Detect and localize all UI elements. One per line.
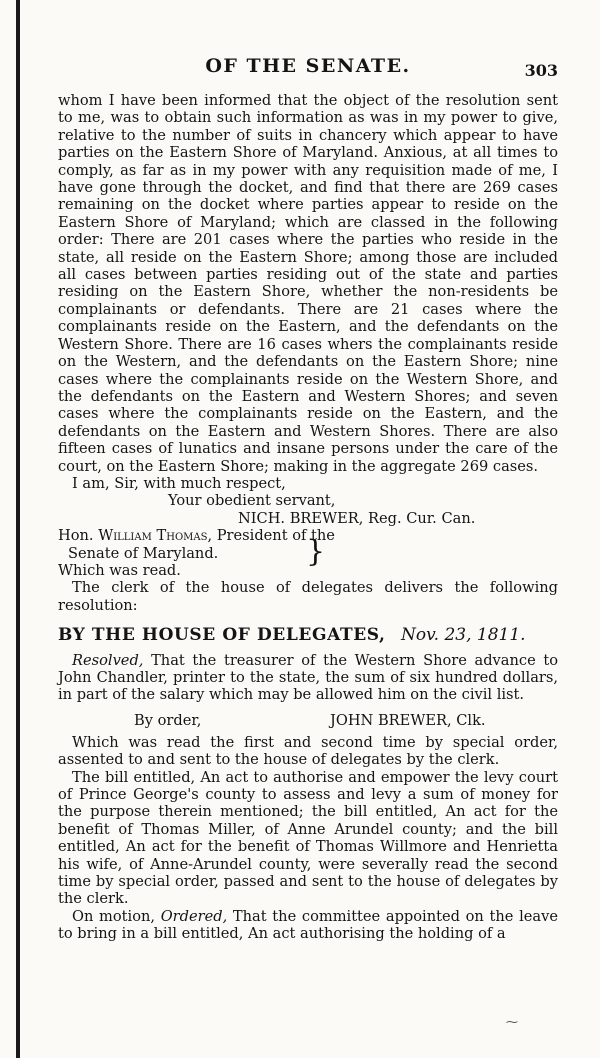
motion-lead: On motion,	[72, 907, 161, 925]
by-order-line	[58, 710, 558, 734]
which-was-read: Which was read.	[58, 561, 181, 579]
resolved-word: Resolved,	[72, 651, 144, 669]
address-name: William Thomas	[98, 527, 208, 545]
letter-closing-respect: I am, Sir, with much respect,	[72, 474, 286, 492]
letter-body: whom I have been informed that the object of the resolution sent to me, was to obtain such information as was in my power to give, relative to the number of suits in chancery which appear to have parties on the Eastern Shore of Maryland. Anxious, at all times to comply, as far as in my power with any requisition made of me, I have gone through the docket, and find that there are 269 cases remaining on the docket where parties appear to reside on the Eastern Shore of Maryland; which are classed in the following order: There are 201 cases where the parties who reside in the state, all reside on the Eastern Shore; among those are included all cases between parties residing out of the state and parties residing on the Eastern Shore, whether the non-residents be complainants or defendants. There are 21 cases where the complainants reside on the Eastern, and the defendants on the Western Shore. There are 16 cases whers the complainants reside on the Western, and the defendants on the Eastern Shore; nine cases where the complainants reside on the Western Shore, and the defendants on the Eastern and Western Shores; and seven cases where the complainants reside on the Eastern, and the defendants on the Eastern and Western Shores. There are also fifteen cases of lunatics and insane persons under the care of the court, on the Eastern Shore; making in the aggregate 269 cases.	[58, 92, 558, 475]
address-honorific: Hon.	[58, 527, 94, 545]
house-heading-date: Nov. 23, 1811.	[400, 625, 526, 646]
bills-paragraph: The bill entitled, An act to authorise and empower the levy court of Prince George's county to assess and levy a sum of money for the purpose therein mentioned; the bill entitled, An act for the benefit of Thomas Miller, of Anne Arundel county; and the bill entitled, An act for the benefit of Thomas Willmore and Henrietta his wife, of Anne-Arundel county, were severally read the second time by special order, passed and sent to the house of delegates by the clerk.	[58, 768, 558, 908]
clerk-signature: JOHN BREWER, Clk.	[330, 711, 486, 729]
resolution-paragraph	[58, 652, 558, 704]
page-smudge-mark: ⁓	[506, 1015, 518, 1029]
motion-text: That the committee appointed on the leave to bring in a bill entitled, An act authorising the holding of a	[58, 907, 558, 943]
page-binding-edge	[16, 0, 20, 1058]
ordered-word: Ordered,	[160, 907, 228, 925]
by-order-label: By order,	[134, 711, 202, 729]
page-number: 303	[524, 61, 558, 80]
page-header	[58, 55, 558, 92]
house-of-delegates-heading	[58, 627, 558, 644]
document-page	[58, 55, 558, 943]
house-heading-title: BY THE HOUSE OF DELEGATES,	[58, 625, 386, 646]
address-title: , President of the	[207, 527, 335, 545]
resolution-text: That the treasurer of the Western Shore advance to John Chandler, printer to the state, the sum of six hundred dollars, in part of the salary which may be allowed him on the civil list.	[58, 651, 558, 704]
motion-paragraph	[58, 908, 558, 943]
address-line-2: Senate of Maryland.	[68, 544, 219, 562]
letter-closing-servant: Your obedient servant,	[168, 492, 336, 510]
clerk-delivers-resolution: The clerk of the house of delegates delivers the following resolution:	[58, 579, 558, 614]
letter-signature: NICH. BREWER, Reg. Cur. Can.	[238, 509, 476, 527]
address-brace: }	[306, 534, 326, 570]
running-head: OF THE SENATE.	[205, 55, 411, 77]
read-first-second-paragraph: Which was read the first and second time by special order, assented to and sent to the house of delegates by the clerk.	[58, 733, 558, 769]
